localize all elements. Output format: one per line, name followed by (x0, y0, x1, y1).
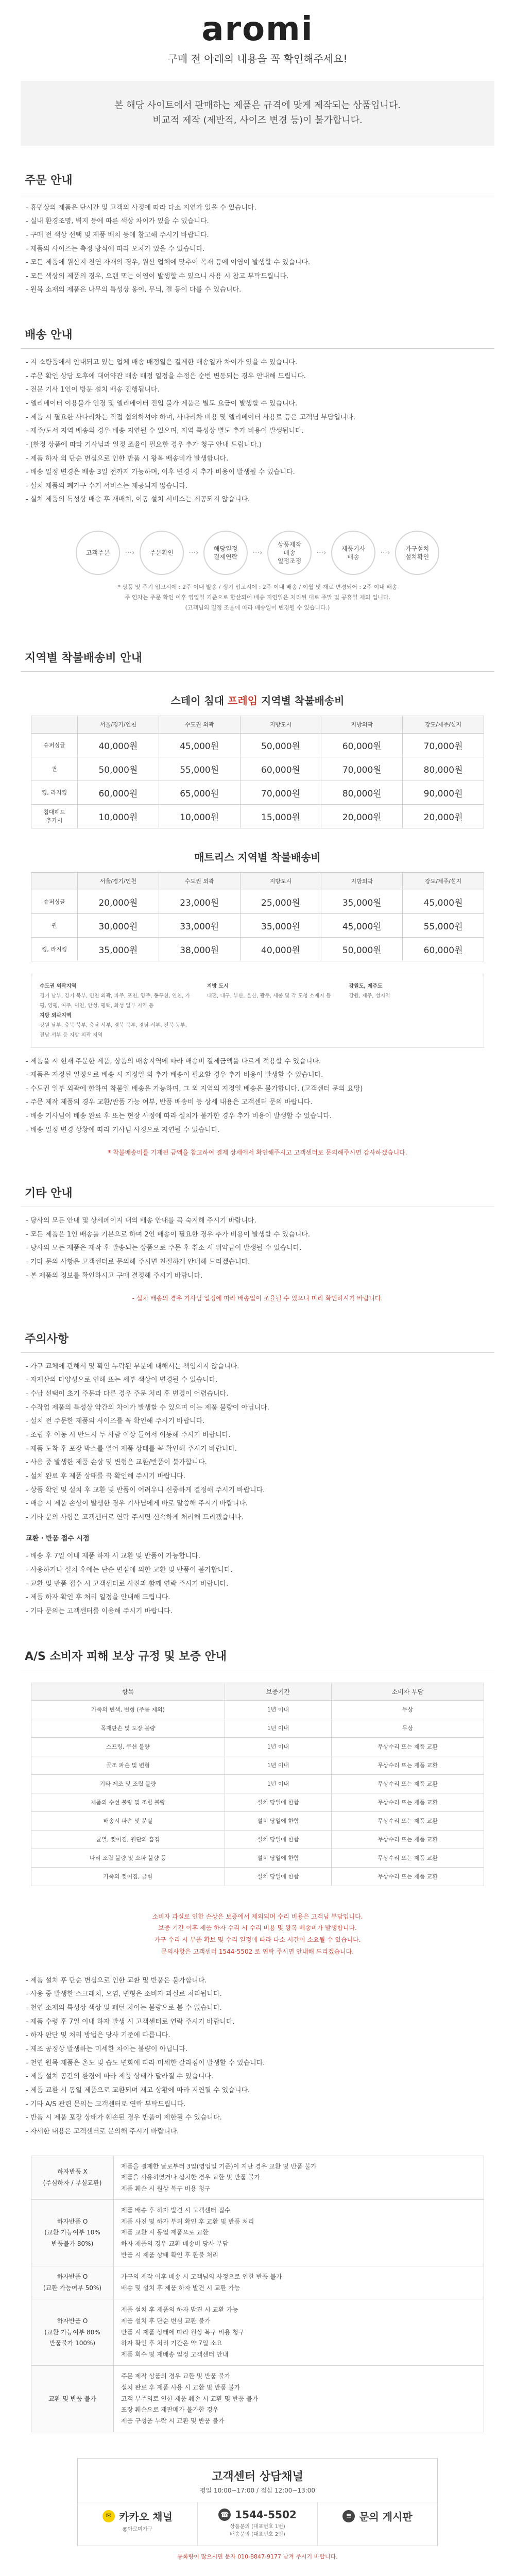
delivery-guide-item: - 전문 기사 1인이 방문 설치 배송 진행됩니다. (26, 386, 160, 394)
flow-note-line: * 상품 및 주기 입고시에 : 2주 이내 발송 / 생기 입고시에 : 2주 이내 배송 / 이월 및 재료 변경되어 : 2주 이내 배송 (117, 584, 398, 591)
as-table (31, 1683, 484, 1886)
table-cell: 90,000원 (403, 781, 484, 804)
table-cell: 설치 당일에 한함 (225, 1811, 331, 1830)
as-table-row (31, 1737, 484, 1756)
table-cell: 23,000원 (159, 890, 240, 913)
cs-panel (77, 2458, 438, 2546)
as-table-row (31, 1793, 484, 1811)
cs-channel-board[interactable] (318, 2502, 437, 2546)
table-cell: 배송시 파손 및 분실 (31, 1811, 225, 1830)
table-cell: 35,000원 (321, 890, 403, 913)
exchange-item: - 기타 문의는 고객센터를 이용해 주시기 바랍니다. (26, 1607, 173, 1615)
exchange-item: - 사용하거나 설치 후에는 단순 변심에 의한 교환 및 반품이 불가합니다. (26, 1566, 233, 1574)
refund-detail (114, 2366, 484, 2432)
as-table-row (31, 1756, 484, 1774)
table-cell: 60,000원 (403, 937, 484, 961)
exchange-title: 교환 · 반품 접수 시점 (26, 1535, 90, 1543)
refund-detail-line: 제품을 결제한 날로부터 3일(영업일 기준)이 지난 경우 교환 및 반품 불가 (121, 2162, 317, 2170)
table-cell: 45,000원 (321, 913, 403, 937)
notice-box (21, 81, 494, 146)
as-red-line: 문의사항은 고객센터 1544-5502 로 연락 주시면 안내해 드리겠습니다. (161, 1948, 354, 1956)
mattress-table-row (31, 937, 484, 961)
caution-item: - 수납 선택이 초기 주문과 다른 경우 주문 처리 후 변경이 어렵습니다. (26, 1390, 229, 1398)
as-table-row (31, 1719, 484, 1737)
table-cell: 70,000원 (403, 733, 484, 757)
table-cell: 무상 (331, 1719, 484, 1737)
exchange-item: - 제품 하자 확인 후 처리 일정을 안내해 드립니다. (26, 1594, 170, 1602)
frame-rate-table (31, 716, 484, 828)
refund-row (31, 2200, 484, 2266)
table-cell: 55,000원 (403, 913, 484, 937)
table-cell: 35,000원 (240, 913, 321, 937)
order-guide-item: - 휴먼상의 제품은 단시간 및 고객의 사정에 따라 다소 지연가 있을 수 있습니다. (26, 204, 256, 212)
mattress-rate-table (31, 872, 484, 961)
table-cell: 55,000원 (159, 757, 240, 781)
etc-guide-item: - 모든 제품은 1인 배송을 기본으로 하며 2인 배송이 필요한 경우 추가 비용이 발생할 수 있습니다. (26, 1230, 310, 1239)
as-table-row (31, 1774, 484, 1793)
flow-notes (21, 582, 494, 623)
as-table-row (31, 1811, 484, 1830)
flow-step: 주문확인 (140, 531, 184, 575)
table-cell: 70,000원 (240, 781, 321, 804)
as-note-item: - 천연 소재의 특성상 색상 및 패턴 차이는 불량으로 볼 수 없습니다. (26, 2004, 222, 2012)
table-cell: 30,000원 (78, 913, 159, 937)
cs-channel-phone[interactable] (198, 2502, 318, 2546)
refund-detail-line: 반품 시 제품 상태 확인 후 환불 처리 (121, 2251, 218, 2259)
table-cell: 35,000원 (78, 937, 159, 961)
flow-step: 제품기사 배송 (331, 531, 375, 575)
as-note-item: - 제품 설치 공간의 환경에 따라 제품 상태가 달라질 수 있습니다. (26, 2073, 214, 2081)
cs-channel-label: 문의 게시판 (359, 2511, 413, 2523)
table-header: 보증기간 (225, 1683, 331, 1700)
exchange-item: - 배송 후 7일 이내 제품 하자 시 교환 및 반품이 가능합니다. (26, 1552, 200, 1561)
legend-text: 경기 남부, 경기 북부, 인천 외곽, 파주, 포천, 양주, 동두천, 연천, 가평, 양평, 여주, 이천, 안성, 평택, 화성 일부 지역 등 (40, 993, 191, 1009)
table-cell: 무상수리 또는 제품 교환 (331, 1849, 484, 1867)
etc-guide-item: - 기타 문의 사항은 고객센터로 문의해 주시면 친절하게 안내해 드리겠습니다. (26, 1258, 250, 1266)
row-header: 킹, 라지킹 (31, 781, 78, 804)
legend-label: 강원도, 제주도 (349, 983, 383, 989)
row-header: 슈퍼싱글 (31, 733, 78, 757)
refund-detail-line: 설치 완료 후 제품 사용 시 교환 및 반품 불가 (121, 2384, 241, 2392)
table-header: 지방외곽 (321, 716, 403, 733)
region-note-item: - 주문 제작 제품의 경우 교환/반품 가능 여부, 반품 배송비 등 상세 내용은 고객센터 문의 바랍니다. (26, 1098, 313, 1107)
mattress-table-row (31, 913, 484, 937)
table-cell: 무상수리 또는 제품 교환 (331, 1867, 484, 1886)
refund-detail (114, 2200, 484, 2266)
refund-detail-line: 제품을 사용하였거나 설치한 경우 교환 및 반품 불가 (121, 2174, 261, 2181)
refund-detail-line: 제품 사진 및 하자 부위 확인 후 교환 및 반품 처리 (121, 2217, 254, 2225)
as-red-line: 보증 기간 이후 제품 하자 수리 시 수리 비용 및 왕복 배송비가 발생합니다. (158, 1924, 357, 1932)
table-header: 지방외곽 (321, 872, 403, 890)
refund-category: 하자반품 O (교환 가능여부 50%) (31, 2266, 114, 2299)
table-cell: 60,000원 (78, 781, 159, 804)
table-cell: 40,000원 (240, 937, 321, 961)
as-note-item: - 천연 원목 제품은 온도 및 습도 변화에 따라 미세한 갈라짐이 발생할 수 있습니다. (26, 2059, 265, 2067)
refund-detail-line: 제품 구성품 누락 시 교환 및 반품 불가 (121, 2417, 225, 2425)
caution-item: - 설치 전 주문한 제품의 사이즈를 꼭 확인해 주시기 바랍니다. (26, 1417, 205, 1426)
order-guide-item: - 실내 환경조명, 벽지 등에 따른 색상 차이가 있을 수 있습니다. (26, 217, 209, 226)
flow-arrow-icon: ···› (188, 549, 199, 557)
table-cell: 1년 이내 (225, 1774, 331, 1793)
delivery-guide-item: - 지 소량품에서 안내되고 있는 업체 배송 배정일은 결제한 배송일과 차이가 있을 수 있습니다. (26, 359, 298, 367)
etc-guide-title: 기타 안내 (21, 1177, 494, 1207)
as-note-item: - 하자 판단 및 처리 방법은 당사 기준에 따릅니다. (26, 2031, 170, 2040)
table-cell: 제품의 수선 불량 및 조립 불량 (31, 1793, 225, 1811)
table-cell: 다리 조립 불량 및 소파 불량 등 (31, 1849, 225, 1867)
delivery-guide-item: - (한정 상품에 따라 기사님과 일정 조율이 필요한 경우 추가 청구 안내 드립니다.) (26, 440, 262, 449)
refund-row (31, 2299, 484, 2366)
legend-col-2 (207, 981, 334, 1040)
table-header: 서울/경기/인천 (78, 716, 159, 733)
table-cell: 20,000원 (403, 804, 484, 828)
as-note-item: - 반품 시 제품 포장 상태가 훼손된 경우 반품이 제한될 수 있습니다. (26, 2114, 222, 2122)
delivery-guide-item: - 설치 제품의 폐가구 수거 서비스는 제공되지 않습니다. (26, 482, 188, 490)
notice-line: 비교적 제작 (제반적, 사이즈 변경 등)이 불가합니다. (152, 114, 363, 126)
table-cell: 50,000원 (78, 757, 159, 781)
table-cell: 80,000원 (403, 757, 484, 781)
table-cell: 설치 당일에 한함 (225, 1849, 331, 1867)
mattress-table-title: 매트리스 지역별 착불배송비 (194, 851, 321, 863)
as-red-line: 소비자 과실로 인한 손상은 보증에서 제외되며 수리 비용은 고객님 부담입니다. (152, 1912, 363, 1920)
refund-detail (114, 2266, 484, 2299)
refund-category: 하자반품 X (주심하자 / 부실교환) (31, 2156, 114, 2200)
row-header: 퀸 (31, 757, 78, 781)
refund-detail-line: 제품 설치 후 단순 변심 교환 불가 (121, 2317, 211, 2325)
region-notes (21, 1048, 494, 1141)
table-cell: 40,000원 (78, 733, 159, 757)
table-cell: 목재판손 및 도장 불량 (31, 1719, 225, 1737)
frame-title-suffix: 지역별 착불배송비 (261, 694, 345, 707)
cs-channel-sub: @아로미가구 (122, 2527, 153, 2533)
refund-detail-line: 제품 설치 후 제품의 하자 발견 시 교환 가능 (121, 2306, 238, 2314)
board-icon: ≡ (342, 2510, 355, 2522)
flow-arrow-icon: ···› (380, 549, 390, 557)
order-guide-list (21, 194, 494, 300)
refund-detail-line: 제품 배송 후 하자 발견 시 고객센터 접수 (121, 2207, 231, 2214)
table-cell: 33,000원 (159, 913, 240, 937)
refund-table (31, 2156, 484, 2433)
table-cell: 설치 당일에 한함 (225, 1867, 331, 1886)
flow-step: 가구설치 설치확인 (395, 531, 439, 575)
etc-guide-item: - 당사의 모든 제품은 제작 후 발송되는 상품으로 주문 후 취소 시 위약금이 발생될 수 있습니다. (26, 1244, 302, 1252)
region-note-item: - 제품은 지정된 일정으로 배송 시 지정일 외 추가 배송이 필요할 경우 추가 비용이 발생할 수 있습니다. (26, 1071, 323, 1079)
table-header: 지방도시 (240, 716, 321, 733)
cs-channel-kakao[interactable] (78, 2502, 198, 2546)
refund-category: 하자반품 O (교환 가능여부 10% 반품불가 80%) (31, 2200, 114, 2266)
refund-detail-line: 제품 교환 시 동일 제품으로 교환 (121, 2229, 209, 2236)
table-cell: 무상수리 또는 제품 교환 (331, 1774, 484, 1793)
legend-text: 강원, 제주, 섬지역 (349, 993, 390, 999)
flow-step: 고객주문 (76, 531, 120, 575)
region-note-item: - 배송 일정 변경 상황에 따라 기사님 사정으로 지연될 수 있습니다. (26, 1126, 220, 1134)
order-guide-item: - 구매 전 색상 선택 및 제품 배치 등에 참고해 주시기 바랍니다. (26, 231, 209, 239)
table-header: 수도권 외곽 (159, 716, 240, 733)
as-table-row (31, 1700, 484, 1719)
refund-detail-line: 하자 제품의 경우 교환 배송비 당사 부담 (121, 2240, 229, 2248)
as-table-row (31, 1830, 484, 1849)
table-cell: 1년 이내 (225, 1737, 331, 1756)
table-cell: 20,000원 (321, 804, 403, 828)
refund-detail-line: 가구의 제작 이후 배송 시 고객님의 사정으로 인한 반품 불가 (121, 2273, 282, 2281)
table-cell: 무상 (331, 1700, 484, 1719)
order-guide-item: - 제품의 사이즈는 측정 방식에 따라 오차가 있을 수 있습니다. (26, 245, 205, 253)
order-guide-title: 주문 안내 (21, 164, 494, 194)
region-alert: * 착불배송비를 기재된 금액을 참고하여 결제 상세에서 확인해주시고 고객센터로 문의해주시면 감사하겠습니다. (108, 1149, 407, 1157)
refund-detail (114, 2299, 484, 2366)
table-cell: 골조 파손 및 변형 (31, 1756, 225, 1774)
delivery-guide-item: - 주문 확인 상담 오후에 대여약관 배송 배정 일정을 수정은 순번 변동되는 경우 안내해 드립니다. (26, 372, 306, 380)
kakao-icon: ✉ (102, 2510, 115, 2522)
cs-channel-label: 카카오 채널 (119, 2511, 173, 2523)
table-header: 서울/경기/인천 (78, 872, 159, 890)
brand-logo: aromi (201, 10, 314, 48)
table-cell: 1년 이내 (225, 1700, 331, 1719)
table-cell: 38,000원 (159, 937, 240, 961)
table-cell: 기타 제조 및 조립 불량 (31, 1774, 225, 1793)
cs-title: 고객센터 상담채널 (212, 2470, 303, 2484)
as-title: A/S 소비자 피해 보상 규정 및 보증 안내 (21, 1640, 494, 1670)
delivery-guide-title: 배송 안내 (21, 319, 494, 349)
refund-row (31, 2366, 484, 2432)
table-header (31, 716, 78, 733)
as-red-box (31, 1902, 484, 1967)
table-cell: 15,000원 (240, 804, 321, 828)
order-guide-item: - 모든 색상의 제품의 경우, 오랜 또는 이염이 발생할 수 있으니 사용 시 참고 부탁드립니다. (26, 272, 289, 280)
as-note-item: - 자세한 내용은 고객센터로 문의해 주시기 바랍니다. (26, 2127, 179, 2136)
caution-item: - 상품 확인 및 설치 후 교환 및 반품이 어려우니 신중하게 결정해 주시기 바랍니다. (26, 1486, 265, 1494)
etc-alert: - 설치 배송의 경우 기사님 일정에 따라 배송일이 조율될 수 있으니 미리 확인하시기 바랍니다. (132, 1295, 383, 1302)
cs-foot: 통화량이 많으시면 문자 010-8847-9177 남겨 주시기 바랍니다. (177, 2553, 338, 2561)
cs-channel-label: 1544-5502 (235, 2509, 297, 2521)
refund-detail-line: 포장 훼손으로 재판매가 불가한 경우 (121, 2406, 219, 2414)
phone-icon: ☎ (218, 2509, 231, 2521)
flow-note-line: (고객님의 일정 조율에 따라 배송일이 변경될 수 있습니다.) (185, 604, 330, 611)
refund-detail-line: 반품 시 제품 상태에 따라 원상 복구 비용 청구 (121, 2328, 245, 2336)
caution-item: - 배송 시 제품 손상이 발생한 경우 기사님에게 바로 말씀해 주시기 바랍니다. (26, 1500, 248, 1508)
brand-header (21, 0, 494, 65)
delivery-guide-item: - 제주/도서 지역 배송의 경우 배송 지연될 수 있으며, 지역 특성상 별도 추가 비용이 발생됩니다. (26, 427, 304, 435)
as-note-item: - 제품 교환 시 동일 제품으로 교환되며 재고 상황에 따라 지연될 수 있습니다. (26, 2086, 250, 2094)
refund-detail-line: 하자 확인 후 처리 기간은 약 7일 소요 (121, 2340, 222, 2347)
flow-arrow-icon: ···› (316, 549, 327, 557)
region-note-item: - 수도권 일부 외곽에 한하여 착불일 배송은 가능하며, 그 외 지역의 지정일 배송은 불가합니다. (고객센터 문의 요망) (26, 1084, 363, 1093)
table-cell: 스프링, 쿠션 불량 (31, 1737, 225, 1756)
delivery-guide-item: - 제품 하자 외 단순 변심으로 인한 반품 시 왕복 배송비가 발생합니다. (26, 454, 229, 463)
row-header: 퀸 (31, 913, 78, 937)
table-cell: 10,000원 (159, 804, 240, 828)
table-cell: 45,000원 (403, 890, 484, 913)
refund-detail-line: 고객 부주의로 인한 제품 훼손 시 교환 및 반품 불가 (121, 2395, 259, 2402)
table-cell: 10,000원 (78, 804, 159, 828)
order-guide-item: - 모든 제품에 원산지 천연 자재의 경우, 원산 업체에 맞추어 목재 등에 이염이 발생할 수 있습니다. (26, 259, 311, 267)
as-note-item: - 제조 공정상 발생하는 미세한 차이는 불량이 아닙니다. (26, 2045, 188, 2054)
region-note-item: - 제품을 시 현재 주문한 제품, 상품의 배송지역에 따라 배송비 결제금액을 다르게 적용할 수 있습니다. (26, 1057, 321, 1065)
table-cell: 무상수리 또는 제품 교환 (331, 1793, 484, 1811)
table-cell: 50,000원 (321, 937, 403, 961)
delivery-guide-item: - 실치 제품의 특성상 배송 후 재배치, 이동 설치 서비스는 제공되지 않습니다. (26, 496, 250, 504)
as-note-item: - 사용 중 발생한 스크래치, 오염, 변형은 소비자 과실로 처리됩니다. (26, 1990, 222, 1998)
table-cell: 60,000원 (240, 757, 321, 781)
as-note-item: - 제품 설치 후 단순 변심으로 인한 교환 및 반품은 불가합니다. (26, 1976, 207, 1985)
refund-row (31, 2156, 484, 2200)
frame-table-title (21, 692, 494, 707)
caution-item: - 가구 교체에 관해서 및 확인 누락된 부분에 대해서는 책임지지 않습니다. (26, 1362, 239, 1370)
caution-item: - 사용 중 발생한 제품 손상 및 변형은 교환/반품이 불가합니다. (26, 1459, 207, 1467)
table-cell: 가죽의 변색, 변형 (주름 제외) (31, 1700, 225, 1719)
row-header: 침대헤드 추가시 (31, 804, 78, 828)
refund-detail-line: 제품 훼손 시 원상 복구 비용 청구 (121, 2184, 211, 2192)
flow-arrow-icon: ···› (252, 549, 263, 557)
refund-detail-line: 제품 회수 및 재배송 일정 고객센터 안내 (121, 2350, 229, 2358)
caution-item: - 자재산의 다양성으로 인해 또는 세부 색상이 변경될 수 있습니다. (26, 1376, 218, 1384)
as-note-item: - 기타 A/S 관련 문의는 고객센터로 연락 부탁드립니다. (26, 2100, 186, 2108)
table-cell: 20,000원 (78, 890, 159, 913)
exchange-list (21, 1543, 494, 1621)
delivery-guide-item: - 제품 시 필요한 사다리차는 직접 섭외하셔야 하며, 사다리차 비용 및 엘리베이터 사용료 등은 고객님 부담입니다. (26, 413, 356, 421)
legend-label: 수도권 외곽지역 (40, 983, 77, 989)
caution-item: - 조립 후 이동 시 반드시 두 사람 이상 들어서 이동해 주시기 바랍니다. (26, 1431, 231, 1439)
table-cell: 1년 이내 (225, 1756, 331, 1774)
frame-table-row (31, 781, 484, 804)
legend-label: 지방 도시 (207, 983, 229, 989)
table-cell: 65,000원 (159, 781, 240, 804)
frame-table-row (31, 757, 484, 781)
frame-title-prefix: 스테이 침대 (170, 694, 225, 707)
legend-text: 강원 남부, 충북 북부, 충남 서부, 경북 북부, 경남 서부, 전북 동부, 전남 서부 등 지방 외곽 지역 (40, 1022, 187, 1038)
refund-detail-line: 주문 제작 상품의 경우 교환 및 반품 불가 (121, 2372, 231, 2380)
legend-text: 대전, 대구, 부산, 울산, 광주, 세종 및 각 도청 소재지 등 (207, 993, 331, 999)
etc-guide-list (21, 1207, 494, 1286)
flow-step: 상품제작 배송 일정조정 (267, 531, 312, 575)
table-header: 지방도시 (240, 872, 321, 890)
order-guide-item: - 원목 소재의 제품은 나무의 특성상 옹이, 무늬, 결 등이 다를 수 있습니다. (26, 286, 242, 294)
frame-table-row (31, 804, 484, 828)
row-header: 킹, 라지킹 (31, 937, 78, 961)
delivery-guide-list (21, 349, 494, 510)
cs-hours: 평일 10:00~17:00 / 점심 12:00~13:00 (199, 2487, 316, 2495)
as-note-item: - 제품 수령 후 7일 이내 하자 발생 시 고객센터로 연락 주시기 바랍니다. (26, 2018, 235, 2026)
refund-category: 하자반품 O (교환 가능여부 80% 반품불가 100%) (31, 2299, 114, 2366)
refund-detail-line: 배송 및 설치 후 제품 하자 발견 시 교환 가능 (121, 2284, 241, 2292)
table-header: 강도/제주/섬지 (403, 872, 484, 890)
delivery-guide-item: - 배송 일정 변경은 배송 3일 전까지 가능하며, 이후 변경 시 추가 비용이 발생될 수 있습니다. (26, 468, 295, 477)
refund-detail (114, 2156, 484, 2200)
region-note-item: - 배송 기사님이 배송 완료 후 또는 현장 사정에 따라 설치가 불가한 경우 추가 비용이 발생할 수 있습니다. (26, 1112, 332, 1121)
region-legend (31, 974, 484, 1048)
etc-guide-item: - 본 제품의 정보를 확인하시고 구매 결정해 주시기 바랍니다. (26, 1272, 203, 1280)
table-header: 강도/제주/섬지 (403, 716, 484, 733)
caution-item: - 설치 완료 후 제품 상태를 꼭 확인해 주시기 바랍니다. (26, 1472, 185, 1480)
table-cell: 60,000원 (321, 733, 403, 757)
as-notes (21, 1967, 494, 2142)
brand-subtitle: 구매 전 아래의 내용을 꼭 확인해주세요! (167, 53, 348, 65)
flow-step: 해당일정 결제연락 (203, 531, 248, 575)
table-cell: 70,000원 (321, 757, 403, 781)
caution-item: - 제품 도착 후 포장 박스를 열어 제품 상태를 꼭 확인해 주시기 바랍니다. (26, 1445, 237, 1453)
cs-channels (78, 2502, 437, 2546)
frame-title-highlight: 프레임 (228, 694, 258, 707)
table-header: 소비자 부담 (331, 1683, 484, 1700)
refund-category: 교환 및 반품 불가 (31, 2366, 114, 2432)
table-cell: 무상수리 또는 제품 교환 (331, 1737, 484, 1756)
etc-guide-item: - 당사의 모든 안내 및 상세페이지 내의 배송 안내를 꼭 숙지해 주시기 바랍니다. (26, 1216, 256, 1225)
mattress-table-row (31, 890, 484, 913)
as-table-row (31, 1849, 484, 1867)
exchange-item: - 교환 및 반품 접수 시 고객센터로 사진과 함께 연락 주시기 바랍니다. (26, 1580, 229, 1588)
flow-arrow-icon: ···› (125, 549, 135, 557)
table-cell: 설치 당일에 한함 (225, 1793, 331, 1811)
caution-item: - 수작업 제품의 특성상 약간의 차이가 발생할 수 있으며 이는 제품 불량이 아닙니다. (26, 1403, 269, 1412)
as-table-row (31, 1867, 484, 1886)
table-header: 항목 (31, 1683, 225, 1700)
region-title: 지역별 착불배송비 안내 (21, 642, 494, 672)
cs-channel-sub: 상품문의 (대표번호 1번) 배송문의 (대표번호 2번) (230, 2524, 285, 2538)
delivery-guide-item: - 엘리베이터 이용불가 인경 및 엘리베이터 진입 불가 제품은 별도 요금이 발생할 수 있습니다. (26, 400, 298, 408)
caution-title: 주의사항 (21, 1323, 494, 1353)
legend-label: 지방 외곽지역 (40, 1012, 72, 1019)
table-header: 수도권 외곽 (159, 872, 240, 890)
table-cell: 80,000원 (321, 781, 403, 804)
flow-note-line: 주 연차는 주문 확인 이후 영업일 기준으로 합산되어 배송 지연일은 처리된 대로 주말 및 공휴일 제외 입니다. (124, 594, 391, 601)
table-cell: 45,000원 (159, 733, 240, 757)
caution-item: - 기타 문의 사항은 고객센터로 연락 주시면 신속하게 처리해 드리겠습니다. (26, 1513, 244, 1521)
legend-col-1 (40, 981, 192, 1040)
table-cell: 무상수리 또는 제품 교환 (331, 1830, 484, 1849)
table-cell: 1년 이내 (225, 1719, 331, 1737)
table-cell: 설치 당일에 한함 (225, 1830, 331, 1849)
legend-col-3 (349, 981, 475, 1040)
delivery-flow (21, 531, 494, 575)
table-cell: 무상수리 또는 제품 교환 (331, 1811, 484, 1830)
table-cell: 50,000원 (240, 733, 321, 757)
caution-list (21, 1353, 494, 1528)
frame-table-row (31, 733, 484, 757)
table-cell: 균열, 찢어짐, 원단의 흠집 (31, 1830, 225, 1849)
table-cell: 25,000원 (240, 890, 321, 913)
refund-row (31, 2266, 484, 2299)
row-header: 슈퍼싱글 (31, 890, 78, 913)
table-cell: 가죽의 찢어짐, 긁힘 (31, 1867, 225, 1886)
notice-line: 본 해당 사이트에서 판매하는 제품은 규격에 맞게 제작되는 상품입니다. (114, 100, 401, 111)
table-cell: 무상수리 또는 제품 교환 (331, 1756, 484, 1774)
as-red-line: 가구 수리 시 부품 확보 및 수리 일정에 따라 다소 시간이 소요될 수 있습니다. (154, 1936, 361, 1944)
table-header (31, 872, 78, 890)
